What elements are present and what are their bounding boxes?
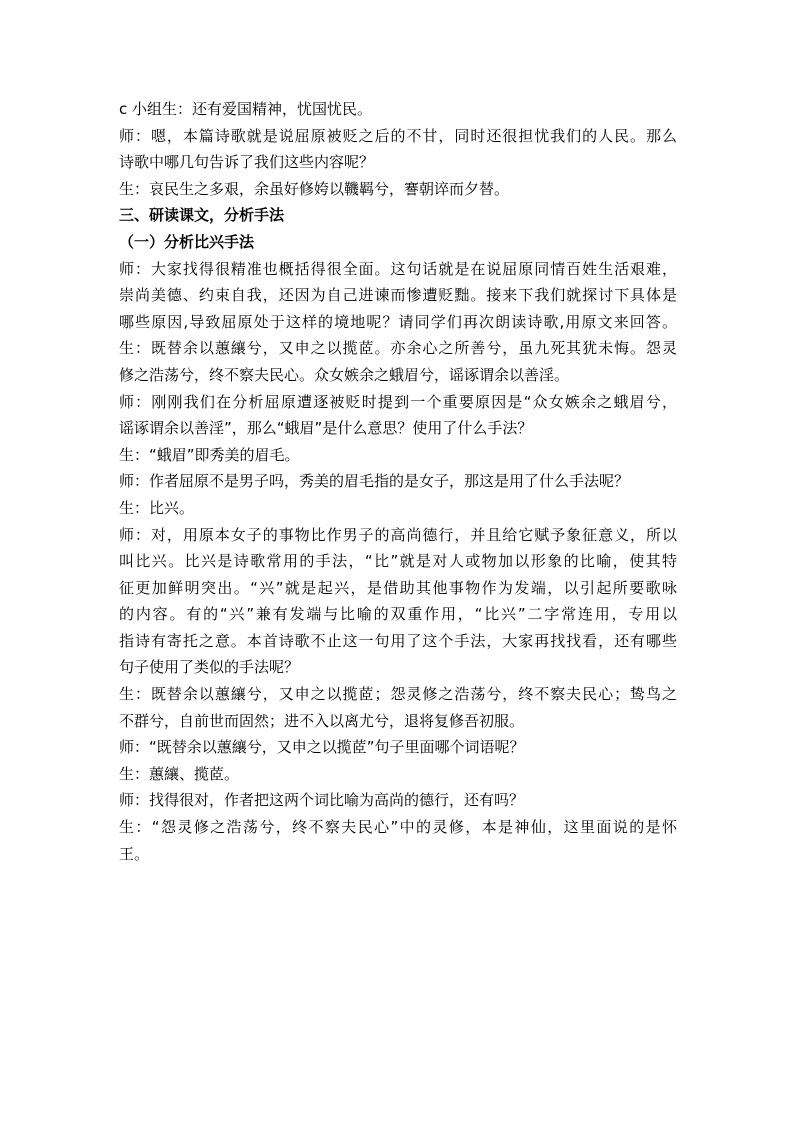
text-line: 的内容。有的“兴”兼有发端与比喻的双重作用，“比兴”二字常连用，专用以 [119, 605, 677, 624]
text-line: 生：哀民生之多艰，余虽好修姱以鞿羁兮，謇朝谇而夕替。 [119, 179, 510, 198]
text-line: 师：“既替余以蕙纕兮，又申之以揽茝”句子里面哪个词语呢？ [119, 738, 525, 757]
text-line: 师：嗯，本篇诗歌就是说屈原被贬之后的不甘，同时还很担忧我们的人民。那么 [119, 126, 677, 145]
text-line: 指诗有寄托之意。本首诗歌不止这一句用了这个手法，大家再找找看，还有哪些 [119, 631, 677, 650]
text-line: 崇尚美德、约束自我，还因为自己进谏而惨遭贬黜。接来下我们就探讨下具体是 [119, 286, 677, 305]
text-line: 修之浩荡兮，终不察夫民心。众女嫉余之蛾眉兮，谣诼谓余以善淫。 [119, 365, 570, 384]
section-heading: 三、研读课文，分析手法 [119, 206, 285, 225]
section-heading: （一）分析比兴手法 [119, 232, 255, 251]
text-line: 哪些原因,导致屈原处于这样的境地呢？请同学们再次朗读诗歌,用原文来回答。 [119, 312, 677, 331]
text-line: 不群兮，自前世而固然；进不入以离尤兮，退将复修吾初服。 [119, 711, 525, 730]
document-body [119, 96, 677, 867]
text-line: 生：蕙纕、揽茝。 [119, 764, 240, 783]
text-line: 师：大家找得很精准也概括得很全面。这句话就是在说屈原同情百姓生活艰难， [119, 259, 677, 278]
text-line: 生：比兴。 [119, 498, 195, 517]
text-line: 叫比兴。比兴是诗歌常用的手法，“比”就是对人或物加以形象的比喻，使其特 [119, 552, 677, 571]
text-line: 师：找得很对，作者把这两个词比喻为高尚的德行，还有吗？ [119, 791, 525, 810]
text-line: 征更加鲜明突出。“兴”就是起兴，是借助其他事物作为发端，以引起所要歌咏 [119, 578, 677, 597]
text-line: 诗歌中哪几句告诉了我们这些内容呢？ [119, 153, 375, 172]
text-line: 句子使用了类似的手法呢？ [119, 658, 300, 677]
text-line: 王。 [119, 844, 150, 863]
text-line: 生：既替余以蕙纕兮，又申之以揽茝；怨灵修之浩荡兮，终不察夫民心；鸷鸟之 [119, 685, 677, 704]
text-line: 生：既替余以蕙纕兮，又申之以揽茝。亦余心之所善兮，虽九死其犹未悔。怨灵 [119, 339, 677, 358]
text-line: 师：对，用原本女子的事物比作男子的高尚德行，并且给它赋予象征意义，所以 [119, 525, 677, 544]
text-line: c 小组生：还有爱国精神，忧国忧民。 [119, 100, 373, 118]
text-line: 师：刚刚我们在分析屈原遭逐被贬时提到一个重要原因是“众女嫉余之蛾眉兮， [119, 392, 677, 411]
text-line: 师：作者屈原不是男子吗，秀美的眉毛指的是女子，那这是用了什么手法呢？ [119, 472, 630, 491]
text-line: 生：“怨灵修之浩荡兮，终不察夫民心”中的灵修，本是神仙，这里面说的是怀 [119, 818, 677, 837]
text-line: 谣诼谓余以善淫”，那么“蛾眉”是什么意思？使用了什么手法？ [119, 419, 533, 438]
text-line: 生：“蛾眉”即秀美的眉毛。 [119, 445, 300, 464]
